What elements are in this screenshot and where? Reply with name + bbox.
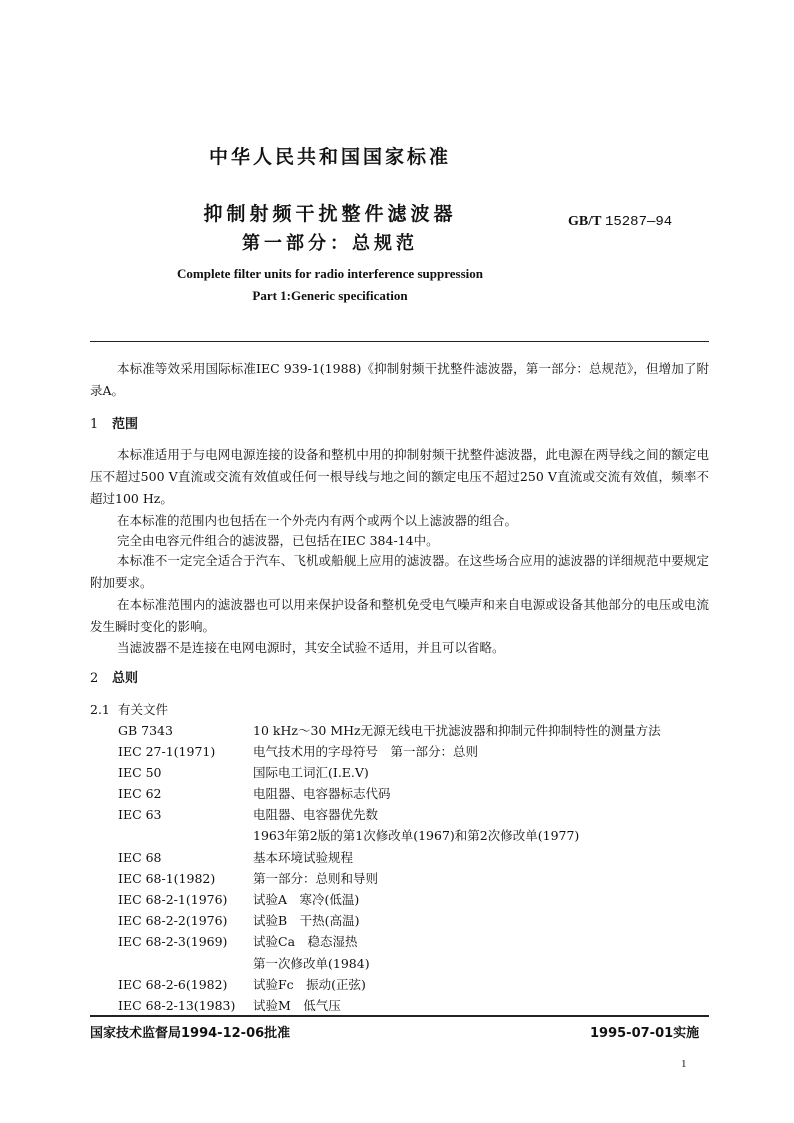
section-2-title: 总则 <box>112 671 139 686</box>
reference-row <box>0 910 794 932</box>
reference-row <box>0 868 794 890</box>
reference-code: IEC 68-2-3(1969) <box>118 934 228 949</box>
header-divider <box>90 341 709 342</box>
reference-code: IEC 68-2-2(1976) <box>118 913 228 928</box>
footer-divider <box>90 1015 709 1017</box>
standard-title-en-line1: Complete filter units for radio interference suppression <box>177 266 483 281</box>
reference-row <box>0 953 794 975</box>
reference-row <box>0 762 794 784</box>
reference-code: GB 7343 <box>118 723 173 738</box>
reference-row <box>0 783 794 805</box>
reference-code: IEC 63 <box>118 807 162 822</box>
section-1-heading <box>90 414 709 436</box>
reference-title: 基本环境试验规程 <box>253 850 354 865</box>
reference-code: IEC 68-1(1982) <box>118 871 216 886</box>
standard-code-prefix: GB/T <box>568 214 602 229</box>
reference-row <box>0 847 794 869</box>
reference-title: 电阻器、电容器标志代码 <box>253 786 391 801</box>
reference-title: 电气技术用的字母符号 第一部分：总则 <box>253 744 479 759</box>
reference-title: 第一部分：总则和导则 <box>253 871 379 886</box>
standard-title-cn-line2: 第一部分：总规范 <box>242 233 418 254</box>
standard-title-en-line2: Part 1:Generic specification <box>252 288 408 303</box>
approval-statement: 国家技术监督局1994-12-06批准 <box>90 1026 291 1041</box>
subsection-2-1-title: 有关文件 <box>118 702 169 717</box>
standard-title-cn-line1: 抑制射频干扰整件滤波器 <box>203 203 457 225</box>
reference-code: IEC 62 <box>118 786 162 801</box>
intro-paragraph: 本标准等效采用国际标准IEC 939-1(1988)《抑制射频干扰整件滤波器，第一部分：总规范》，但增加了附录A。 <box>90 361 709 398</box>
page-number: 1 <box>681 1058 687 1070</box>
reference-title: 国际电工词汇(I.E.V) <box>253 765 369 780</box>
reference-code: IEC 68-2-13(1983) <box>118 998 236 1013</box>
reference-row <box>0 931 794 953</box>
reference-title: 试验B 干热(高温) <box>253 913 360 928</box>
section-1-number: 1 <box>90 417 99 432</box>
reference-title: 第一次修改单(1984) <box>253 956 370 971</box>
section-2-number: 2 <box>90 671 99 686</box>
section-1-paragraph: 在本标准范围内的滤波器也可以用来保护设备和整机免受电气噪声和来自电源或设备其他部分的电压或电流发生瞬时变化的影响。 <box>90 597 709 634</box>
section-1-paragraph: 本标准不一定完全适合于汽车、飞机或船舰上应用的滤波器。在这些场合应用的滤波器的详细规范中要规定附加要求。 <box>90 553 709 590</box>
reference-title: 试验Fc 振动(正弦) <box>253 977 366 992</box>
reference-code: IEC 50 <box>118 765 162 780</box>
reference-code: IEC 27-1(1971) <box>118 744 216 759</box>
reference-row <box>0 720 794 742</box>
reference-code: IEC 68-2-1(1976) <box>118 892 228 907</box>
reference-code: IEC 68-2-6(1982) <box>118 977 228 992</box>
reference-row <box>0 974 794 996</box>
reference-row <box>0 995 794 1017</box>
standard-code-number: 15287—94 <box>604 214 673 230</box>
reference-title: 试验M 低气压 <box>253 998 341 1013</box>
reference-code: IEC 68 <box>118 850 162 865</box>
reference-row <box>0 889 794 911</box>
section-1-title: 范围 <box>112 417 139 432</box>
implementation-date: 1995-07-01实施 <box>590 1026 700 1041</box>
reference-row <box>0 741 794 763</box>
reference-row <box>0 804 794 826</box>
section-1-paragraph: 在本标准的范围内也包括在一个外壳内有两个或两个以上滤波器的组合。 <box>117 513 518 528</box>
reference-title: 试验A 寒冷(低温) <box>253 892 360 907</box>
national-standard-title: 中华人民共和国国家标准 <box>208 146 451 168</box>
section-1-paragraph: 本标准适用于与电网电源连接的设备和整机中用的抑制射频干扰整件滤波器，此电源在两导线之间的额定电压不超过500 V直流或交流有效值或任何一根导线与地之间的额定电压不超过250 V直流或交流有效值，频率不超过100 Hz。 <box>90 447 709 506</box>
reference-title: 电阻器、电容器优先数 <box>253 807 379 822</box>
reference-title: 10 kHz～30 MHz无源无线电干扰滤波器和抑制元件抑制特性的测量方法 <box>253 723 661 738</box>
subsection-2-1-number: 2.1 <box>90 702 110 717</box>
section-1-paragraph: 完全由电容元件组合的滤波器，已包括在IEC 384-14中。 <box>117 533 439 548</box>
reference-row <box>0 825 794 847</box>
standard-code <box>568 214 672 230</box>
reference-title: 1963年第2版的第1次修改单(1967)和第2次修改单(1977) <box>253 828 580 843</box>
section-2-heading <box>90 668 709 690</box>
reference-title: 试验Ca 稳态湿热 <box>253 934 358 949</box>
section-1-paragraph: 当滤波器不是连接在电网电源时，其安全试验不适用，并且可以省略。 <box>117 640 505 655</box>
subsection-2-1-heading <box>90 699 709 721</box>
